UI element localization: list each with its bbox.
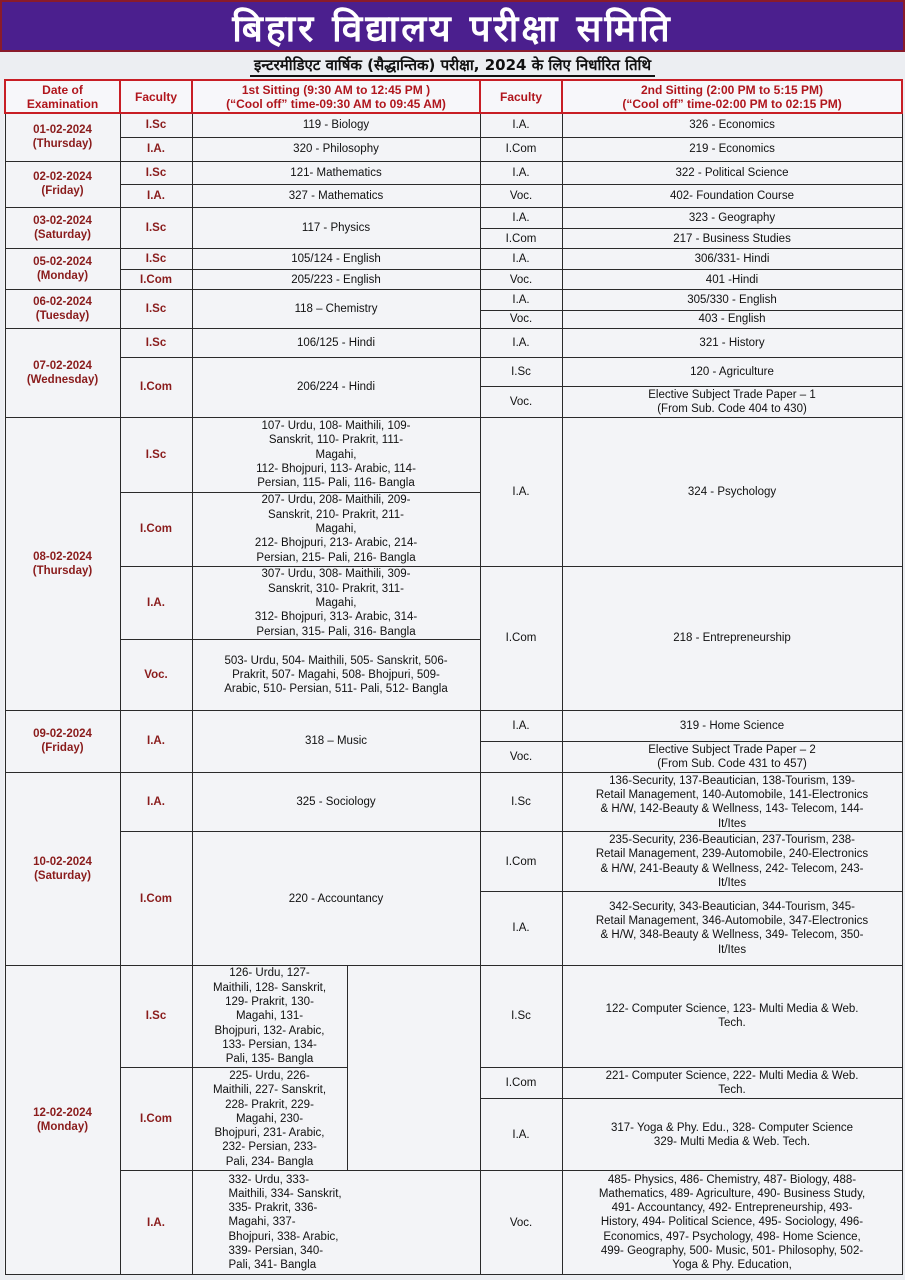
faculty-cell: I.Sc — [120, 418, 192, 492]
subject-cell: 402- Foundation Course — [562, 184, 902, 207]
subject-cell: 318 – Music — [192, 710, 480, 772]
empty-cell — [347, 966, 480, 1171]
header-date: Date of Examination — [5, 80, 120, 113]
faculty-cell: I.Sc — [120, 966, 192, 1068]
faculty-cell: Voc. — [480, 310, 562, 328]
faculty-cell: I.Sc — [480, 773, 562, 832]
table-row — [5, 773, 902, 832]
subject-cell: 325 - Sociology — [192, 773, 480, 832]
table-row — [5, 966, 902, 1068]
subject-cell: 306/331- Hindi — [562, 249, 902, 270]
exam-date: 09-02-2024 (Friday) — [5, 710, 120, 772]
subject-cell: 220 - Accountancy — [192, 832, 480, 966]
faculty-cell: Voc. — [120, 640, 192, 710]
schedule-table — [4, 79, 903, 1275]
faculty-cell: I.Sc — [120, 161, 192, 184]
subject-cell: 221- Computer Science, 222- Multi Media & Web. Tech. — [562, 1067, 902, 1098]
table-row — [5, 832, 902, 891]
faculty-cell: I.Sc — [120, 249, 192, 270]
subject-cell: Elective Subject Trade Paper – 1 (From Sub. Code 404 to 430) — [562, 386, 902, 417]
subject-cell: 119 - Biology — [192, 113, 480, 137]
exam-date: 02-02-2024 (Friday) — [5, 161, 120, 207]
faculty-cell: I.A. — [480, 290, 562, 310]
faculty-cell: I.Com — [480, 832, 562, 891]
exam-date: 05-02-2024 (Monday) — [5, 249, 120, 290]
table-row — [5, 249, 902, 270]
faculty-cell: Voc. — [480, 386, 562, 417]
vocational-subjects-cell: 136-Security, 137-Beautician, 138-Tourism, 139- Retail Management, 140-Automobile, 141-Electronics & H/W, 142-Beauty & Wellness, 143- Telecom, 144- It/Ites — [562, 773, 902, 832]
faculty-cell: I.A. — [120, 566, 192, 639]
faculty-cell: Voc. — [480, 184, 562, 207]
faculty-cell: I.Com — [480, 566, 562, 710]
subject-cell: 205/223 - English — [192, 270, 480, 290]
subject-cell: 105/124 - English — [192, 249, 480, 270]
faculty-cell: I.Com — [480, 1067, 562, 1098]
table-row — [5, 290, 902, 310]
subject-cell: 206/224 - Hindi — [192, 357, 480, 417]
subject-cell: 327 - Mathematics — [192, 184, 480, 207]
exam-date: 03-02-2024 (Saturday) — [5, 208, 120, 249]
header-faculty: Faculty — [120, 80, 192, 113]
faculty-cell: I.Sc — [120, 208, 192, 249]
faculty-cell: I.Sc — [120, 290, 192, 328]
faculty-cell: I.A. — [480, 891, 562, 965]
exam-date: 12-02-2024 (Monday) — [5, 966, 120, 1275]
subject-cell: 324 - Psychology — [562, 418, 902, 567]
faculty-cell: I.A. — [480, 249, 562, 270]
exam-date: 07-02-2024 (Wednesday) — [5, 328, 120, 417]
subject-cell: 326 - Economics — [562, 113, 902, 137]
subject-cell: 121- Mathematics — [192, 161, 480, 184]
faculty-cell: I.A. — [120, 710, 192, 772]
table-row — [5, 270, 902, 290]
subject-cell: 323 - Geography — [562, 208, 902, 229]
header-sitting-2: 2nd Sitting (2:00 PM to 5:15 PM) (“Cool off” time-02:00 PM to 02:15 PM) — [562, 80, 902, 113]
faculty-cell: I.A. — [480, 113, 562, 137]
language-subjects-cell: 503- Urdu, 504- Maithili, 505- Sanskrit, 506- Prakrit, 507- Magahi, 508- Bhojpuri, 509- Arabic, 510- Persian, 511- Pali, 512- Bangla — [192, 640, 480, 710]
subject-cell: 305/330 - English — [562, 290, 902, 310]
faculty-cell: I.A. — [480, 1098, 562, 1170]
table-row — [5, 328, 902, 357]
exam-date: 10-02-2024 (Saturday) — [5, 773, 120, 966]
subject-cell: 321 - History — [562, 328, 902, 357]
table-row — [5, 184, 902, 207]
faculty-cell: I.Com — [120, 832, 192, 966]
subject-cell: 106/125 - Hindi — [192, 328, 480, 357]
faculty-cell: I.A. — [120, 773, 192, 832]
subject-cell: Elective Subject Trade Paper – 2 (From Sub. Code 431 to 457) — [562, 741, 902, 772]
vocational-subjects-cell: 235-Security, 236-Beautician, 237-Tourism, 238- Retail Management, 239-Automobile, 240-Electronics & H/W, 241-Beauty & Wellness, 242- Telecom, 243- It/Ites — [562, 832, 902, 891]
table-row — [5, 113, 902, 137]
faculty-cell: I.Com — [120, 492, 192, 566]
banner-title: बिहार विद्यालय परीक्षा समिति — [232, 6, 673, 50]
faculty-cell: Voc. — [480, 1171, 562, 1275]
language-subjects-cell: 307- Urdu, 308- Maithili, 309- Sanskrit, 310- Prakrit, 311- Magahi, 312- Bhojpuri, 313- Arabic, 314- Persian, 315- Pali, 316- Bangla — [192, 566, 480, 639]
subject-cell: 219 - Economics — [562, 137, 902, 161]
header-sitting-1: 1st Sitting (9:30 AM to 12:45 PM ) (“Cool off” time-09:30 AM to 09:45 AM) — [192, 80, 480, 113]
vocational-subjects-cell: 342-Security, 343-Beautician, 344-Tourism, 345- Retail Management, 346-Automobile, 347-Electronics & H/W, 348-Beauty & Wellness, 349- Telecom, 350- It/Ites — [562, 891, 902, 965]
faculty-cell: I.Sc — [120, 113, 192, 137]
subject-cell: 120 - Agriculture — [562, 357, 902, 386]
faculty-cell: I.A. — [120, 184, 192, 207]
table-row — [5, 418, 902, 492]
subject-cell: 317- Yoga & Phy. Edu., 328- Computer Science 329- Multi Media & Web. Tech. — [562, 1098, 902, 1170]
language-subjects-cell: 126- Urdu, 127- Maithili, 128- Sanskrit, 129- Prakrit, 130- Magahi, 131- Bhojpuri, 132- Arabic, 133- Persian, 134- Pali, 135- Bangla — [192, 966, 347, 1068]
table-row — [5, 161, 902, 184]
subject-cell: 122- Computer Science, 123- Multi Media & Web. Tech. — [562, 966, 902, 1068]
subject-cell: 320 - Philosophy — [192, 137, 480, 161]
exam-date: 08-02-2024 (Thursday) — [5, 418, 120, 711]
faculty-cell: I.Com — [120, 1067, 192, 1171]
subtitle-text: इन्टरमीडिएट वार्षिक (सैद्धान्तिक) परीक्षा, 2024 के लिए निर्धारित तिथि — [250, 55, 655, 77]
subject-cell: 401 -Hindi — [562, 270, 902, 290]
language-subjects-cell: 225- Urdu, 226- Maithili, 227- Sanskrit, 228- Prakrit, 229- Magahi, 230- Bhojpuri, 231- Arabic, 232- Persian, 233- Pali, 234- Bangla — [192, 1067, 347, 1171]
faculty-cell: I.A. — [120, 1171, 192, 1275]
faculty-cell: I.Com — [120, 270, 192, 290]
faculty-cell: I.Com — [480, 229, 562, 249]
faculty-cell: I.A. — [480, 208, 562, 229]
table-row — [5, 357, 902, 386]
header-row — [5, 80, 902, 113]
faculty-cell: I.A. — [480, 161, 562, 184]
faculty-cell: I.Com — [120, 357, 192, 417]
exam-date: 06-02-2024 (Tuesday) — [5, 290, 120, 328]
faculty-cell: I.Com — [480, 137, 562, 161]
subject-cell: 403 - English — [562, 310, 902, 328]
subject-cell: 217 - Business Studies — [562, 229, 902, 249]
faculty-cell: I.Sc — [480, 966, 562, 1068]
table-row — [5, 1171, 902, 1275]
faculty-cell: I.Sc — [120, 328, 192, 357]
table-row — [5, 208, 902, 229]
exam-date: 01-02-2024 (Thursday) — [5, 113, 120, 161]
faculty-cell: I.A. — [480, 328, 562, 357]
subject-cell: 218 - Entrepreneurship — [562, 566, 902, 710]
banner — [0, 0, 905, 52]
table-row — [5, 137, 902, 161]
faculty-cell: Voc. — [480, 270, 562, 290]
subject-cell: 117 - Physics — [192, 208, 480, 249]
faculty-cell: I.A. — [120, 137, 192, 161]
faculty-cell: I.A. — [480, 710, 562, 741]
subject-cell: 319 - Home Science — [562, 710, 902, 741]
subtitle — [0, 54, 905, 78]
table-row — [5, 566, 902, 639]
vocational-subjects-cell: 485- Physics, 486- Chemistry, 487- Biology, 488- Mathematics, 489- Agriculture, 490- Business Study, 491- Accountancy, 492- Entrepreneurship, 493- History, 494- Political Science, 495- Sociology, 496- Economics, 497- Psychology, 498- Home Science, 499- Geography, 500- Music, 501- Philosophy, 502- Yoga & Phy. Education, — [562, 1171, 902, 1275]
faculty-cell: I.Sc — [480, 357, 562, 386]
faculty-cell: Voc. — [480, 741, 562, 772]
faculty-cell: I.A. — [480, 418, 562, 567]
subject-cell: 118 – Chemistry — [192, 290, 480, 328]
subject-cell: 322 - Political Science — [562, 161, 902, 184]
language-subjects-cell: 332- Urdu, 333- Maithili, 334- Sanskrit, 335- Prakrit, 336- Magahi, 337- Bhojpuri, 338- Arabic, 339- Persian, 340- Pali, 341- Bangla — [192, 1171, 480, 1275]
table-row — [5, 710, 902, 741]
language-subjects-cell: 207- Urdu, 208- Maithili, 209- Sanskrit, 210- Prakrit, 211- Magahi, 212- Bhojpuri, 213- Arabic, 214- Persian, 215- Pali, 216- Bangla — [192, 492, 480, 566]
header-faculty-2: Faculty — [480, 80, 562, 113]
language-subjects-cell: 107- Urdu, 108- Maithili, 109- Sanskrit, 110- Prakrit, 111- Magahi, 112- Bhojpuri, 113- Arabic, 114- Persian, 115- Pali, 116- Bangla — [192, 418, 480, 492]
